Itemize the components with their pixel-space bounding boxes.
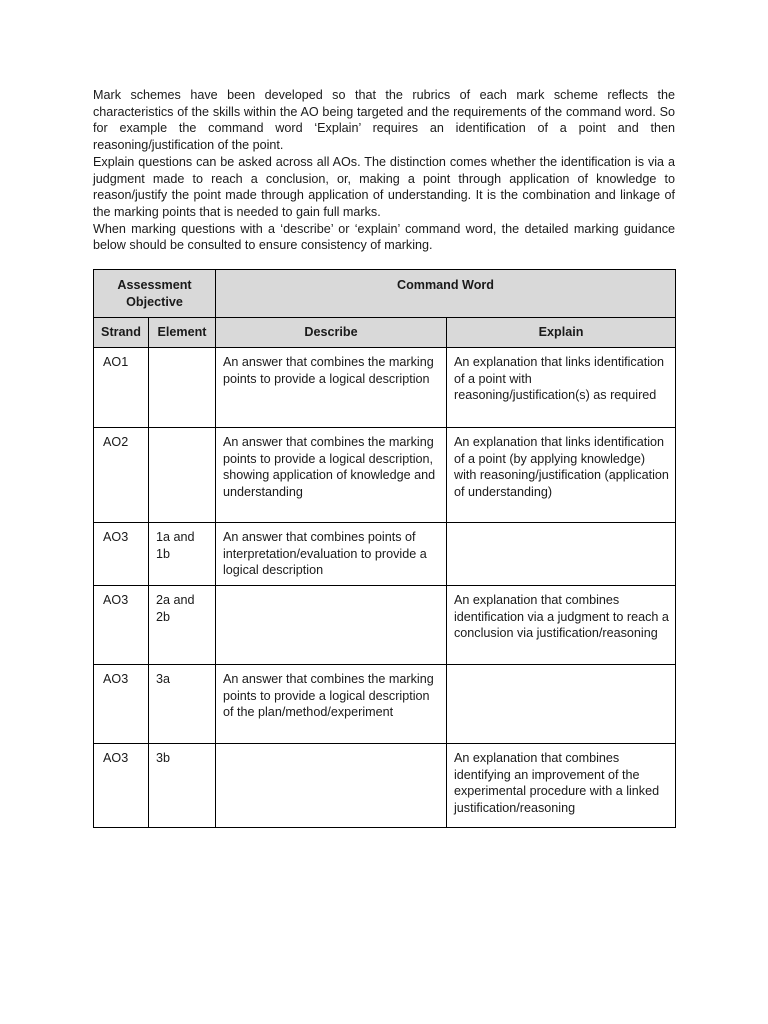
table-row xyxy=(94,586,676,665)
header-command-word: Command Word xyxy=(216,270,676,318)
element-cell: 3a xyxy=(149,665,216,744)
describe-cell xyxy=(216,586,447,665)
explain-cell: An explanation that links identification of a point (by applying knowledge) with reasoning/justification (application of understanding) xyxy=(447,428,676,523)
header-describe: Describe xyxy=(216,318,447,348)
table-row xyxy=(94,744,676,828)
header-element: Element xyxy=(149,318,216,348)
explain-cell: An explanation that combines identification via a judgment to reach a conclusion via justification/reasoning xyxy=(447,586,676,665)
strand-cell: AO3 xyxy=(94,744,149,828)
strand-cell: AO3 xyxy=(94,523,149,586)
explain-cell xyxy=(447,665,676,744)
intro-paragraph-3: When marking questions with a ‘describe’ or ‘explain’ command word, the detailed marking guidance below should be consulted to ensure consistency of marking. xyxy=(93,221,675,253)
intro-paragraph-2: Explain questions can be asked across all AOs. The distinction comes whether the identification is via a judgment made to reach a conclusion, or, making a point through application of knowledge to reason/justify the point made through application of understanding. It is the combination and linkage of the marking points that is needed to gain full marks. xyxy=(93,154,675,219)
header-explain: Explain xyxy=(447,318,676,348)
explain-cell xyxy=(447,523,676,586)
table-row xyxy=(94,523,676,586)
describe-cell: An answer that combines the marking points to provide a logical description xyxy=(216,348,447,428)
explain-cell: An explanation that combines identifying an improvement of the experimental procedure with a linked justification/reasoning xyxy=(447,744,676,828)
table-row xyxy=(94,348,676,428)
describe-cell: An answer that combines the marking points to provide a logical description of the plan/method/experiment xyxy=(216,665,447,744)
element-cell: 1a and 1b xyxy=(149,523,216,586)
intro-paragraph-1: Mark schemes have been developed so that the rubrics of each mark scheme reflects the characteristics of the skills within the AO being targeted and the requirements of the command word. So for example the command word ‘Explain’ requires an identification of a point and then reasoning/justification of the point. xyxy=(93,88,675,153)
strand-cell: AO3 xyxy=(94,586,149,665)
strand-cell: AO2 xyxy=(94,428,149,523)
describe-cell: An answer that combines the marking points to provide a logical description, showing application of knowledge and understanding xyxy=(216,428,447,523)
element-cell: 2a and 2b xyxy=(149,586,216,665)
table-row xyxy=(94,665,676,744)
describe-cell: An answer that combines points of interpretation/evaluation to provide a logical description xyxy=(216,523,447,586)
strand-cell: AO1 xyxy=(94,348,149,428)
element-cell xyxy=(149,348,216,428)
table-header-row xyxy=(94,270,676,318)
explain-cell: An explanation that links identification of a point with reasoning/justification(s) as required xyxy=(447,348,676,428)
describe-cell xyxy=(216,744,447,828)
header-assessment-objective: Assessment Objective xyxy=(94,270,216,318)
intro-text xyxy=(93,87,675,254)
element-cell xyxy=(149,428,216,523)
strand-cell: AO3 xyxy=(94,665,149,744)
header-strand: Strand xyxy=(94,318,149,348)
table-subheader-row xyxy=(94,318,676,348)
table-row xyxy=(94,428,676,523)
mark-scheme-table xyxy=(93,269,676,828)
element-cell: 3b xyxy=(149,744,216,828)
